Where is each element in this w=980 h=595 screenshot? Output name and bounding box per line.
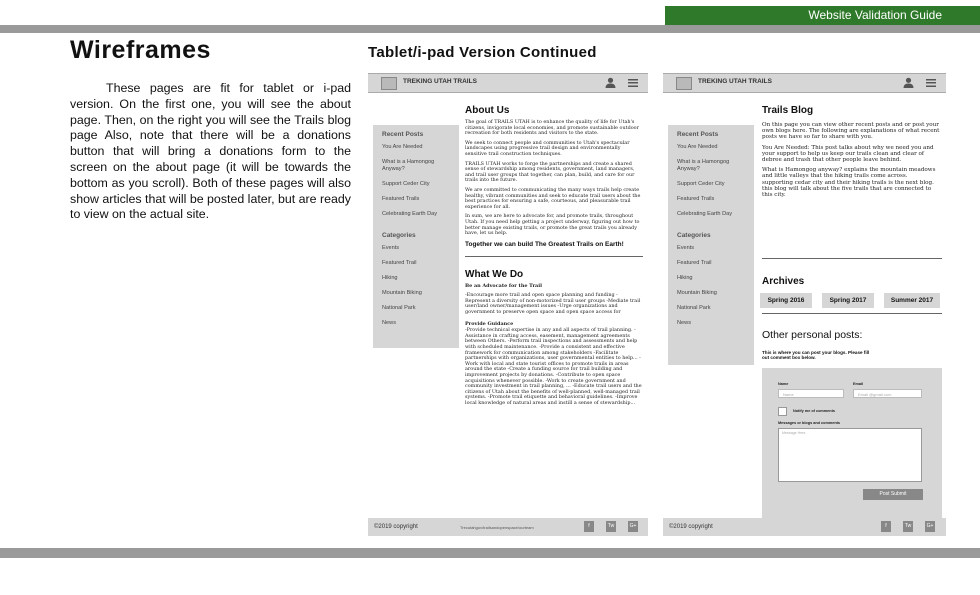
category-events[interactable]: Events	[677, 245, 695, 251]
sidebar	[668, 125, 754, 365]
archive-spring-2017[interactable]: Spring 2017	[822, 293, 874, 308]
mock-header	[663, 73, 946, 93]
logo-placeholder[interactable]	[676, 77, 692, 90]
category-news[interactable]: News	[382, 320, 396, 326]
message-label: Messages or blogs and comments	[778, 421, 841, 425]
sidebar-item-featured-trails[interactable]: Featured Trails	[382, 196, 420, 202]
guidance-heading: Provide Guidance	[465, 320, 514, 327]
sidebar	[373, 125, 459, 348]
categories-heading: Categories	[382, 232, 416, 239]
sidebar-item-earth-day[interactable]: Celebrating Earth Day	[382, 211, 438, 217]
facebook-icon[interactable]: f	[584, 521, 594, 532]
google-plus-icon[interactable]: G+	[628, 521, 638, 532]
comment-form	[762, 368, 942, 518]
post-submit-button[interactable]: Post Submit	[863, 489, 923, 500]
notify-checkbox[interactable]	[778, 407, 787, 416]
intro-paragraph: These pages are fit for tablet or i-pad version. On the first one, you will see the about page. Then, on the right you will see the Trails blog page Also, note that there will be a donations button that will bring a donations form to the screen on the about page (it will be towards the bottom as you scroll). Both of these pages will also show articles that will be posted later, but are ready to view on the actual site.	[70, 81, 352, 222]
sidebar-item-you-are-needed[interactable]: You Are Needed	[677, 144, 718, 150]
site-name[interactable]: TREKING UTAH TRAILS	[698, 78, 772, 85]
about-paragraph: The goal of TRAILS UTAH is to enhance the quality of life for Utah's citizens, invigorate local economies, and promote sustainable outdoor recreation for both residents and visitors to the state.	[465, 119, 639, 137]
divider	[762, 313, 942, 314]
category-mountain-biking[interactable]: Mountain Biking	[677, 290, 717, 296]
logo-placeholder[interactable]	[381, 77, 397, 90]
category-featured-trail[interactable]: Featured Trail	[677, 260, 712, 266]
about-paragraph: We are committed to communicating the many ways trails help create healthy, vibrant communities and seek to educate trail users about the best practices for ensuring a safe, courteous, and pleasurable trail experience for all.	[465, 186, 641, 210]
about-us-heading: About Us	[465, 105, 510, 116]
category-featured-trail[interactable]: Featured Trail	[382, 260, 417, 266]
bottom-divider-bar	[0, 548, 980, 558]
top-divider-bar	[0, 25, 980, 33]
recent-posts-heading: Recent Posts	[382, 131, 424, 138]
twitter-icon[interactable]: Tw	[903, 521, 913, 532]
tagline: Together we can build The Greatest Trails on Earth!	[465, 240, 624, 248]
twitter-icon[interactable]: Tw	[606, 521, 616, 532]
other-posts-heading: Other personal posts:	[762, 329, 863, 341]
blog-paragraph: supporting cedar city and their hiking trails is the next blog. this blog will talk about the five trails that are connected to this city.	[762, 179, 934, 199]
mock-footer	[663, 518, 946, 536]
category-national-park[interactable]: National Park	[382, 305, 416, 311]
divider	[465, 256, 643, 257]
sidebar-item-featured-trails[interactable]: Featured Trails	[677, 196, 715, 202]
hamburger-menu-icon[interactable]	[926, 79, 936, 87]
name-field[interactable]: Name	[778, 389, 844, 398]
other-posts-description: This is where you can post your blogs. Please fill out comment box below.	[762, 350, 870, 361]
facebook-icon[interactable]: f	[881, 521, 891, 532]
advocate-list: -Encourage more trail and open space planning and funding -Represent a diversity of non-motorized trail user groups -Mediate trail user/land owner/management issues -Urge organizations and government to preserve open space and open space access for	[465, 292, 641, 316]
page-title: Wireframes	[70, 36, 211, 64]
archive-spring-2016[interactable]: Spring 2016	[760, 293, 812, 308]
email-field[interactable]: Email @gmail.com	[853, 389, 922, 398]
archive-summer-2017[interactable]: Summer 2017	[884, 293, 940, 308]
category-national-park[interactable]: National Park	[677, 305, 711, 311]
guide-label: Website Validation Guide	[665, 6, 980, 25]
sidebar-item-support-ceder-city[interactable]: Support Ceder City	[677, 181, 725, 187]
google-plus-icon[interactable]: G+	[925, 521, 935, 532]
about-paragraph: In sum, we are here to advocate for, and promote trails, throughout Utah. If you need help getting a project underway, figuring out how to better manage existing trails, or promote the great trails you already have, let us help.	[465, 213, 640, 237]
sidebar-item-earth-day[interactable]: Celebrating Earth Day	[677, 211, 733, 217]
about-paragraph: We seek to connect people and communities to Utah's spectacular landscapes using progressive trail design and environmentally sensitive trail construction techniques.	[465, 139, 630, 157]
category-news[interactable]: News	[677, 320, 691, 326]
advocate-heading: Be an Advocate for the Trail	[465, 282, 542, 289]
mock-footer	[368, 518, 648, 536]
name-label: Name	[778, 382, 789, 386]
category-mountain-biking[interactable]: Mountain Biking	[382, 290, 422, 296]
what-we-do-heading: What We Do	[465, 268, 524, 280]
section-title: Tablet/i-pad Version Continued	[368, 44, 597, 61]
sidebar-item-hamongog[interactable]: What is a Hamongog Anyway?	[382, 159, 435, 172]
copyright: ©2019 copyright	[669, 524, 713, 530]
footer-link[interactable]: Trecutahgov/trailsandopenspace/ourteam	[460, 525, 534, 530]
about-paragraph: TRAILS UTAH works to forge the partnerships and create a shared sense of stewardship among residents, government, land managers, and trail user groups that together, can plan, build, and care for our trails into the future.	[465, 160, 635, 184]
about-page-wireframe	[368, 70, 648, 538]
recent-posts-heading: Recent Posts	[677, 131, 719, 138]
message-textarea[interactable]: Message Here.	[778, 428, 922, 482]
sidebar-item-you-are-needed[interactable]: You Are Needed	[382, 144, 423, 150]
sidebar-item-hamongog[interactable]: What is a Hamongog Anyway?	[677, 159, 730, 172]
category-events[interactable]: Events	[382, 245, 400, 251]
category-hiking[interactable]: Hiking	[677, 275, 693, 281]
notify-label: Notify me of comments	[793, 409, 835, 413]
sidebar-item-support-ceder-city[interactable]: Support Ceder City	[382, 181, 430, 187]
mock-header	[368, 73, 648, 93]
copyright: ©2019 copyright	[374, 524, 418, 530]
trails-blog-heading: Trails Blog	[762, 105, 814, 116]
blog-paragraph: What is Hamongog anyway? explains the mountain meadows and little valleys that the hiking trails come across.	[762, 167, 936, 180]
blog-content	[762, 105, 942, 202]
divider	[762, 258, 942, 259]
categories-heading: Categories	[677, 232, 711, 239]
hamburger-menu-icon[interactable]	[628, 79, 638, 87]
guidance-list: -Provide technical expertise in any and all aspects of trail planning. -Assistance in crafting access, easement, management agreements between Others. -Perform trail inspections and assessments and help with scheduled maintenance. -Provide a consistent and effective framework for communication among stakeholders -Facilitate partnerships with organizations, user governmental entities to help... -Work with local and state tourist offices to promote trails in areas around the state -Create a funding source for trail building and improvement projects by donations. -Contribute to open space acquisitions whenever possible. -Work to create government and community investment in trail planning, ... -Educate trail users and the citizens of Utah about the benefits of well-planned, well-managed trail systems. -Promote trail etiquette and behavioral guidelines. -Improve local knowledge of natural areas and instill a sense of stewardship...	[465, 327, 642, 406]
site-name[interactable]: TREKING UTAH TRAILS	[403, 78, 477, 85]
about-content	[465, 105, 643, 411]
blog-page-wireframe	[663, 70, 946, 538]
blog-paragraph: On this page you can view other recent posts and or post your own blogs here. The following are explanations of what recent posts we have so far to share with you.	[762, 122, 940, 141]
category-hiking[interactable]: Hiking	[382, 275, 398, 281]
email-label: Email	[853, 382, 864, 386]
user-icon[interactable]	[903, 77, 914, 88]
blog-paragraph: You Are Needed: This post talks about why we need you and your support to help us keep our trails clean and clear of debree and trash that other people leave behind.	[762, 144, 934, 164]
user-icon[interactable]	[605, 77, 616, 88]
archives-heading: Archives	[762, 276, 805, 287]
